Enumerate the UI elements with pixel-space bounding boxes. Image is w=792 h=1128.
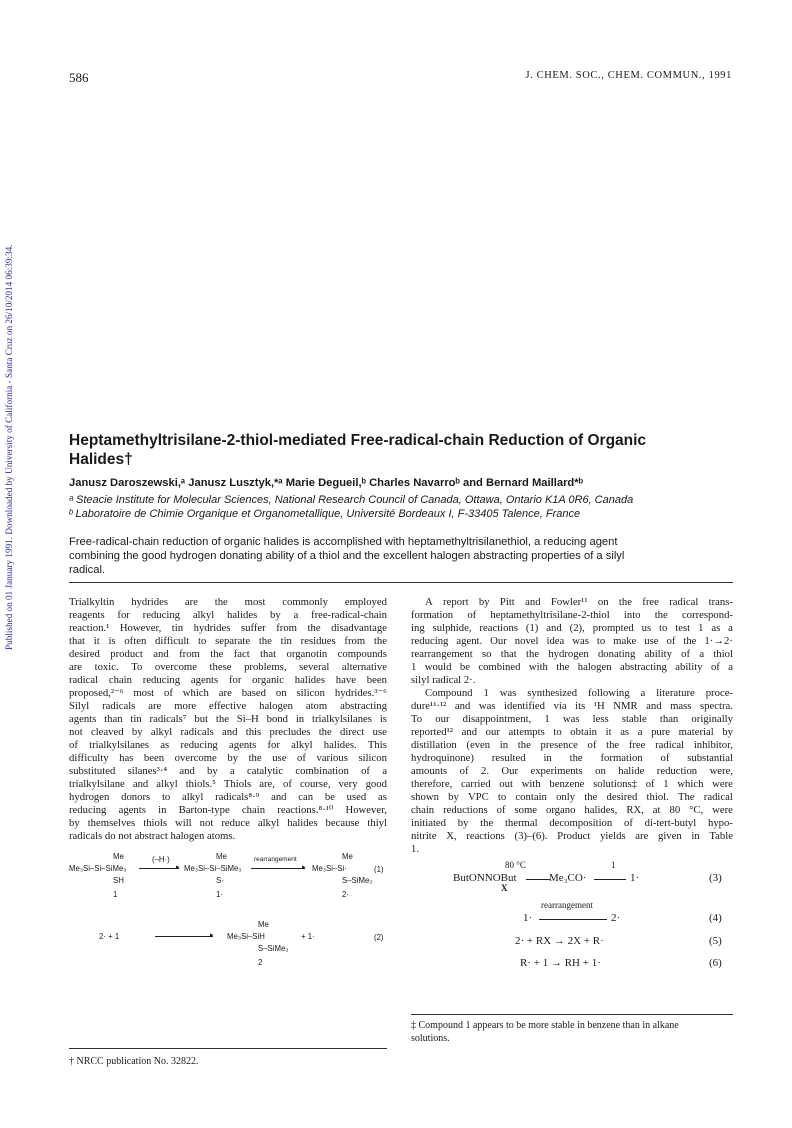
- sulphide-structure: Me₃Si–SiH: [227, 932, 265, 941]
- product-radical: 1·: [630, 872, 640, 884]
- equation-number: (4): [709, 912, 722, 924]
- text-line: reagents for reducing alkyl halides by a free-radical-chain: [69, 609, 387, 622]
- alkoxyl-radical: Me₃CO·: [549, 872, 587, 884]
- thiol-group: SH: [113, 876, 124, 885]
- footnote-continued: solutions.: [411, 1033, 450, 1044]
- text-line: nitrite X, reactions (3)–(6). Product yields are given in Table: [411, 830, 733, 843]
- reaction-arrow: [594, 879, 626, 880]
- text-line: shown by VPC to contain only the desired thiol. The radical: [411, 791, 733, 804]
- text-line: agents than tin radicals⁷ but the Si–H bond in trialkylsilanes is: [69, 713, 387, 726]
- footnote: ‡ Compound 1 appears to be more stable in benzene than in alkane: [411, 1020, 679, 1031]
- thiol-structure: Me₃Si–Si–SiMe₃: [69, 864, 127, 873]
- text-line: by themselves thiols will not reduce alkyl halides because thiyl: [69, 817, 387, 830]
- reaction-condition: 80 °C: [505, 860, 526, 870]
- text-line: distillation (even in the presence of the free radical inhibitor,: [411, 739, 733, 752]
- text-line: reducing agent. Our novel idea was to make use of the 1·→2·: [411, 635, 733, 648]
- text-line: hydrogen donors to alkyl radicals⁸·⁹ and can be used as: [69, 791, 387, 804]
- affiliation-b: ᵇ Laboratoire de Chimie Organique et Organometallique, Université Bordeaux I, F-33405 Talence, France: [69, 508, 581, 520]
- abstract-line: radical.: [69, 564, 106, 576]
- text-line: not cleaved by alkyl radicals and this precludes the direct use: [69, 726, 387, 739]
- text-line: chain reductions of some organo halides, RX, at 80 °C, were: [411, 804, 733, 817]
- thiyl-group: S·: [216, 876, 224, 885]
- compound-label: 1: [113, 890, 118, 899]
- methyl-label: Me: [216, 852, 227, 861]
- equation-block: [411, 860, 733, 1010]
- abstract-line: Free-radical-chain reduction of organic halides is accomplished with heptamethyltrisilanethiol, a reducing agent: [69, 536, 618, 548]
- left-column: [69, 596, 387, 843]
- halogen-abstraction-equation: 2· + RX → 2X + R·: [515, 935, 604, 947]
- rearrangement-label: rearrangement: [541, 900, 593, 910]
- compound-label: 2: [258, 958, 263, 967]
- rearrangement-label: rearrangement: [254, 856, 297, 863]
- reaction-arrow: [526, 879, 550, 880]
- text-line: Trialkyltin hydrides are the most commonly employed: [69, 596, 387, 608]
- footnote-divider: [69, 1048, 387, 1049]
- reagent-label: 1: [611, 860, 616, 870]
- reaction-arrow: [539, 919, 607, 920]
- text-line: ing sulphide, reactions (1) and (2), prompted us to test 1 as a: [411, 622, 733, 635]
- hydrogen-loss-label: (–H·): [152, 855, 170, 864]
- equation-number: (6): [709, 957, 722, 969]
- compound-label: 2·: [342, 890, 349, 899]
- reaction-scheme: [69, 852, 387, 992]
- text-line: formation of heptamethyltrisilane-2-thiol into the correspond-: [411, 609, 733, 622]
- arrow-head: ▸: [176, 864, 180, 871]
- text-line: Compound 1 was synthesized following a literature proce-: [425, 687, 733, 700]
- silylthio-group: S–SiMe₃: [342, 876, 373, 885]
- text-line: reducing agents in Barton-type chain reactions.⁸·¹⁰ However,: [69, 804, 387, 817]
- thiyl-radical-structure: Me₃Si–Si–SiMe₃: [184, 864, 242, 873]
- text-line: rearrangement so that the hydrogen donating ability of a thiol: [411, 648, 733, 661]
- text-line: trialkylsilane and alkyl thiols.⁵ Thiols are, of course, very good: [69, 778, 387, 791]
- text-line: A report by Pitt and Fowler¹¹ on the free radical trans-: [425, 596, 733, 608]
- radical-reactant: 1·: [523, 912, 533, 924]
- text-line: are toxic. To overcome these problems, several alternative: [69, 661, 387, 674]
- text-line: radical chain reducing agents for organic halides have been: [69, 674, 387, 687]
- silyl-radical-structure: Me₃Si–Si·: [312, 864, 347, 873]
- equation-number: (2): [374, 933, 384, 942]
- reaction-arrow: [251, 868, 305, 869]
- text-line: that it is often difficult to separate the tin residues from the: [69, 635, 387, 648]
- reaction-arrow: [139, 868, 179, 869]
- text-line: 1 would be combined with the halogen abstracting ability of a: [411, 661, 733, 674]
- initiator-label: X: [501, 883, 508, 893]
- text-line: desired product and from the fact that organotin compounds: [69, 648, 387, 661]
- text-line: therefore, carried out with benzene solutions‡ of 1 which were: [411, 778, 733, 791]
- article-title: Heptamethyltrisilane-2-thiol-mediated Free-radical-chain Reduction of Organic: [69, 432, 647, 449]
- footnote: † NRCC publication No. 32822.: [69, 1056, 199, 1067]
- hydrogen-transfer-equation: R· + 1 → RH + 1·: [520, 957, 601, 969]
- equation-number: (3): [709, 872, 722, 884]
- footnote-divider: [411, 1014, 733, 1015]
- running-head: J. CHEM. SOC., CHEM. COMMUN., 1991: [525, 70, 732, 81]
- affiliation-a: ᵃ Steacie Institute for Molecular Sciences, National Research Council of Canada, Ottawa, Ontario K1A 0R6, Canada: [69, 494, 634, 506]
- page-number: 586: [69, 70, 89, 85]
- initiator-formula: ButONNOBut: [453, 872, 517, 884]
- article-title-continued: Halides†: [69, 451, 133, 468]
- right-column: [411, 596, 733, 856]
- text-line: radicals do not abstract halogen atoms.: [69, 830, 236, 843]
- equation-number: (5): [709, 935, 722, 947]
- text-line: initiated by the thermal decomposition of di-tert-butyl hypo-: [411, 817, 733, 830]
- text-line: proposed,²⁻⁶ most of which are based on silicon hydrides.³⁻⁶: [69, 687, 387, 700]
- silylthio-group: S–SiMe₃: [258, 944, 289, 953]
- text-line: 1.: [411, 843, 420, 856]
- compound-label: 1·: [216, 890, 223, 899]
- arrow-head: ▸: [302, 864, 306, 871]
- radical-product: 2·: [611, 912, 621, 924]
- reaction-arrow: [155, 936, 213, 937]
- author-list: Janusz Daroszewski,ᵃ Janusz Lusztyk,*ᵃ Marie Degueil,ᵇ Charles Navarroᵇ and Bernard Maillard*ᵇ: [69, 477, 583, 489]
- text-line: amounts of 2. Our experiments on halide reduction were,: [411, 765, 733, 778]
- arrow-head: ▸: [210, 932, 214, 939]
- abstract-line: combining the good hydrogen donating ability of a thiol and the excellent halogen abstracting properties of a silyl: [69, 550, 625, 562]
- text-line: To our disappointment, 1 was less stable than originally: [411, 713, 733, 726]
- download-notice-text: Published on 01 January 1991. Downloaded by University of California - Santa Cruz on 26/10/2014 06:39:34.: [4, 244, 14, 650]
- radical-product: + 1·: [301, 932, 315, 941]
- text-line: dure¹¹·¹² and was identified via its ¹H NMR and mass spectra.: [411, 700, 733, 713]
- text-line: reaction.¹ However, tin hydrides suffer from the disadvantage: [69, 622, 387, 635]
- equation-number: (1): [374, 865, 384, 874]
- abstract-divider: [69, 582, 733, 583]
- methyl-label: Me: [342, 852, 353, 861]
- text-line: silyl radical 2·.: [411, 674, 476, 687]
- text-line: Silyl radicals are more effective halogen atom abstracting: [69, 700, 387, 713]
- methyl-label: Me: [113, 852, 124, 861]
- text-line: of trialkylsilanes as reducing agents for alkyl halides. This: [69, 739, 387, 752]
- text-line: reported¹² and our attempts to obtain it as a pure material by: [411, 726, 733, 739]
- text-line: difficulty has been overcome by the use of various silicon: [69, 752, 387, 765]
- text-line: hydroquinone) resulted in the formation of substantial: [411, 752, 733, 765]
- reactants: 2· + 1: [99, 932, 120, 941]
- methyl-label: Me: [258, 920, 269, 929]
- text-line: substituted silanes³·⁴ and by a catalytic combination of a: [69, 765, 387, 778]
- download-notice: [4, 210, 18, 650]
